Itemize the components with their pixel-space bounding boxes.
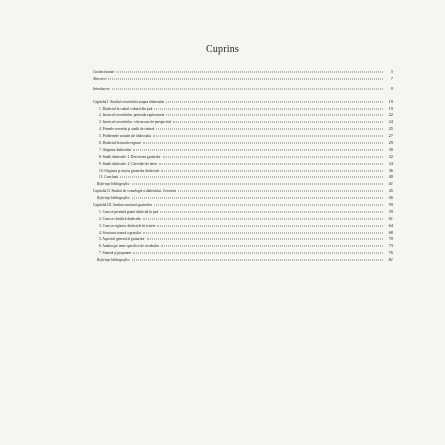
- dot-leader: [133, 149, 383, 150]
- toc-entry-section: [93, 175, 393, 182]
- toc-entry-bibliography: [93, 182, 393, 189]
- dot-leader: [147, 239, 383, 240]
- dot-leader: [156, 129, 383, 130]
- entry-label: Abrevieri: [93, 76, 107, 81]
- entry-label: 5. Aspectul general al graiurilor: [99, 237, 145, 242]
- entry-label: Referinţe bibliografice: [97, 196, 130, 201]
- toc-entry-section: [93, 113, 393, 120]
- dot-leader: [163, 156, 383, 157]
- entry-page-number: 41: [388, 182, 393, 187]
- entry-page-number: 45: [388, 189, 393, 194]
- entry-label: 1. Dialectul în cadrul culturii din ţară: [99, 106, 153, 111]
- entry-page-number: 64: [388, 223, 393, 228]
- dot-leader: [143, 143, 383, 144]
- dot-leader: [112, 88, 383, 89]
- toc-entry-chapter: [93, 189, 393, 196]
- toc-entry-section: [93, 127, 393, 134]
- entry-page-number: 5: [390, 70, 393, 74]
- entry-page-number: 30: [388, 147, 393, 152]
- entry-label: Capitolul I. Studiul cercetărilor asupra dialectului: [93, 99, 165, 104]
- dot-leader: [173, 122, 383, 123]
- entry-page-number: 70: [388, 237, 393, 242]
- entry-label: 5. Problemele actuale ale dialectului: [99, 134, 152, 139]
- entry-page-number: 76: [388, 251, 393, 256]
- toc-entry-section: [93, 231, 393, 238]
- entry-label: 6. Analiza pe teme specifice de vocabular: [99, 244, 159, 249]
- entry-label: 8. Studii dialectale: I. Descrierea graiurilor: [99, 154, 161, 159]
- toc-entry-section: [93, 224, 393, 231]
- toc-entry-section: [93, 237, 393, 244]
- entry-page-number: 19: [388, 106, 393, 111]
- entry-label: 9. Studii dialectale: 2. Cercetări de teren: [99, 161, 157, 166]
- dot-leader: [154, 205, 383, 206]
- entry-label: Capitolul II. Studiul de cronologie a dialectului. Cercetări: [93, 189, 176, 194]
- entry-page-number: 25: [388, 127, 393, 132]
- dot-leader: [159, 163, 383, 164]
- toc-entry-section: [93, 107, 393, 114]
- entry-page-number: 32: [388, 154, 393, 159]
- entry-label: 11. Concluzii: [99, 175, 119, 180]
- toc-entry-chapter: [93, 100, 393, 107]
- toc-entry-front: [93, 87, 393, 94]
- entry-page-number: 27: [388, 134, 393, 139]
- entry-page-number: 81: [388, 258, 393, 263]
- toc-entry-section: [93, 217, 393, 224]
- toc-entry-section: [93, 134, 393, 141]
- dot-leader: [120, 177, 383, 178]
- toc-entry-section: [93, 120, 393, 127]
- toc-entry-section: [93, 141, 393, 148]
- dot-leader: [153, 136, 383, 137]
- toc-entry-bibliography: [93, 258, 393, 265]
- page-title: Cuprins: [205, 44, 240, 55]
- front-matter: [93, 70, 393, 94]
- toc-entry-section: [93, 210, 393, 217]
- chapters: [93, 100, 393, 265]
- dot-leader: [132, 198, 383, 199]
- entry-label: Referinţe bibliografice: [97, 182, 130, 187]
- entry-page-number: 9: [390, 86, 393, 91]
- dot-leader: [161, 170, 383, 171]
- toc-entry-front: [93, 77, 393, 84]
- entry-page-number: 24: [388, 120, 393, 125]
- dot-leader: [178, 191, 383, 192]
- entry-label: Cuvânt înainte: [93, 70, 115, 74]
- dot-leader: [166, 115, 383, 116]
- dot-leader: [108, 78, 383, 79]
- dot-leader: [166, 101, 383, 102]
- dot-leader: [116, 72, 383, 73]
- toc-entry-bibliography: [93, 196, 393, 203]
- entry-page-number: 59: [388, 203, 393, 208]
- entry-page-number: 36: [388, 168, 393, 173]
- entry-page-number: 19: [388, 99, 393, 104]
- entry-label: Capitolul III. Analiza structurii graiurilor: [93, 203, 152, 208]
- toc-entry-section: [93, 251, 393, 258]
- toc-entry-section: [93, 155, 393, 162]
- toc-entry-section: [93, 169, 393, 176]
- entry-label: 3. Cum se regăsesc dialectele în scriere: [99, 223, 156, 228]
- dot-leader: [143, 232, 383, 233]
- entry-page-number: 68: [388, 230, 393, 235]
- entry-label: 6. Dialectul în marile regiuni: [99, 141, 141, 146]
- toc-entry-front: [93, 70, 393, 77]
- entry-page-number: 7: [390, 76, 393, 81]
- entry-label: 2. Cum se clasifică dialectele: [99, 216, 142, 221]
- entry-label: 7. Sinteză şi propuneri: [99, 251, 132, 256]
- dot-leader: [132, 260, 383, 261]
- entry-label: 4. Primele cercetări şi studii de sinteză: [99, 127, 155, 132]
- dot-leader: [157, 225, 383, 226]
- entry-label: Referinţe bibliografice: [97, 258, 130, 263]
- toc-entry-section: [93, 148, 393, 155]
- entry-label: 2. Istoricul cercetărilor: perioada exploratorie: [99, 113, 165, 118]
- entry-page-number: 29: [388, 141, 393, 146]
- entry-label: 7. Originea dialectului: [99, 147, 132, 152]
- toc-entry-chapter: [93, 203, 393, 210]
- dot-leader: [132, 184, 383, 185]
- entry-page-number: 61: [388, 216, 393, 221]
- entry-label: 3. Istoricul cercetărilor: o încercare de perspectivă: [99, 120, 172, 125]
- dot-leader: [133, 253, 383, 254]
- toc-entry-section: [93, 162, 393, 169]
- entry-page-number: 73: [388, 244, 393, 249]
- entry-label: 10. Originea şi istoria graiurilor dialectale: [99, 168, 160, 173]
- dot-leader: [161, 246, 383, 247]
- entry-label: Introducere: [93, 86, 110, 91]
- dot-leader: [143, 218, 383, 219]
- table-of-contents: [93, 70, 393, 265]
- entry-page-number: 34: [388, 161, 393, 166]
- entry-page-number: 40: [388, 175, 393, 180]
- entry-page-number: 59: [388, 209, 393, 214]
- entry-page-number: 56: [388, 196, 393, 201]
- dot-leader: [160, 211, 383, 212]
- entry-label: 4. Structura sonoră a graiului: [99, 230, 141, 235]
- entry-label: 1. Cum se prezintă graiul dialectal în ţară: [99, 209, 159, 214]
- entry-page-number: 22: [388, 113, 393, 118]
- dot-leader: [154, 108, 383, 109]
- toc-entry-section: [93, 244, 393, 251]
